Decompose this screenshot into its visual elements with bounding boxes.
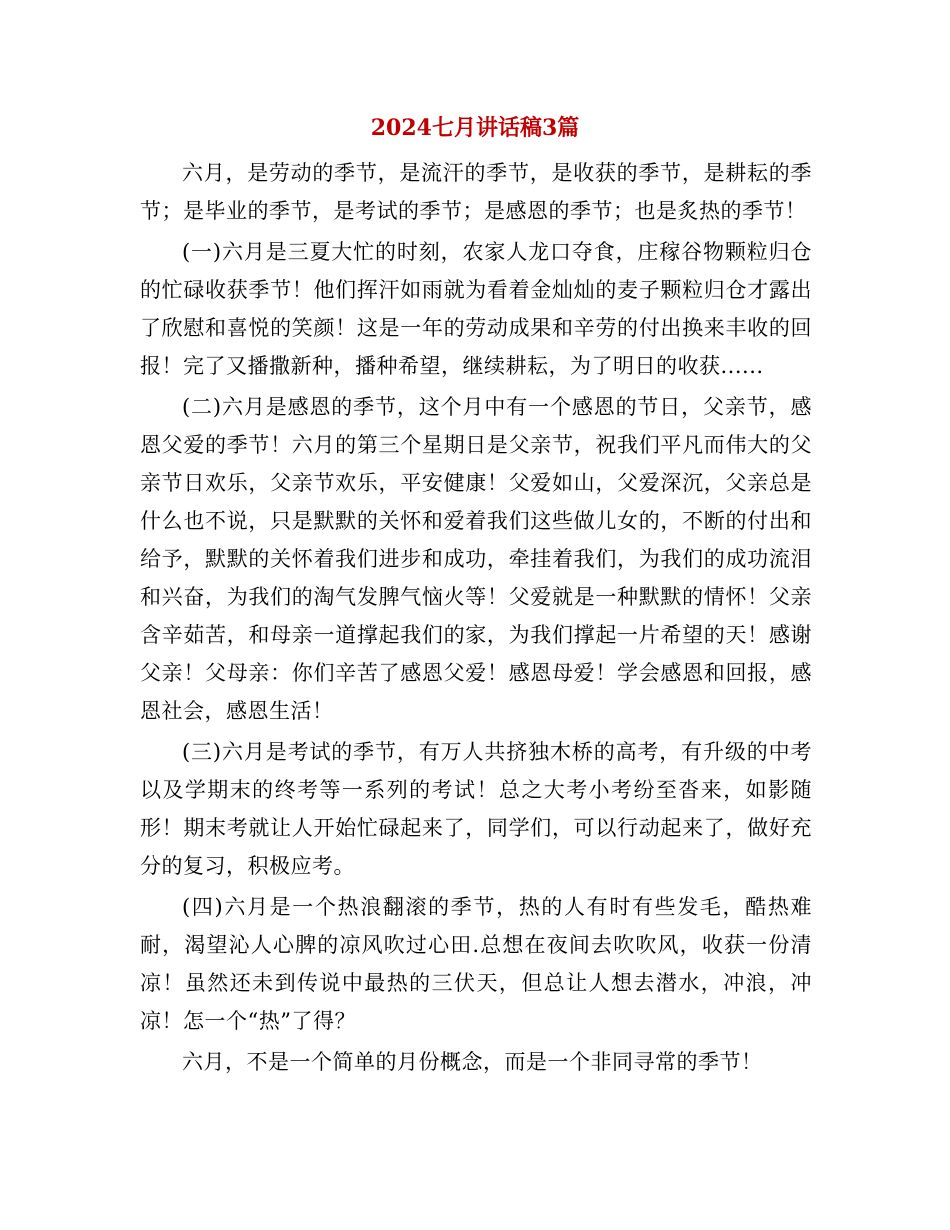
paragraph-3: (三)六月是考试的季节，有万人共挤独木桥的高考，有升级的中考以及学期末的终考等一系列的考试！总之大考小考纷至沓来，如影随形！期末考就让人开始忙碌起来了，同学们，可以行动起来了，做好充分的复习，积极应考。: [140, 740, 812, 878]
paragraph-conclusion: 六月，不是一个简单的月份概念，而是一个非同寻常的季节！: [182, 1050, 763, 1074]
document-title: 2024七月讲话稿3篇: [370, 115, 580, 141]
paragraph-1: (一)六月是三夏大忙的时刻，农家人龙口夺食，庄稼谷物颗粒归仓的忙碌收获季节！他们挥汗如雨就为看着金灿灿的麦子颗粒归仓才露出了欣慰和喜悦的笑颜！这是一年的劳动成果和辛劳的付出换来丰收的回报！完了又播撒新种，播种希望，继续耕耘，为了明日的收获......: [140, 240, 812, 378]
paragraph-intro: 六月，是劳动的季节，是流汗的季节，是收获的季节，是耕耘的季节；是毕业的季节，是考试的季节；是感恩的季节；也是炙热的季节！: [140, 161, 812, 223]
paragraph-4: (四)六月是一个热浪翻滚的季节，热的人有时有些发毛，酷热难耐，渴望沁人心脾的凉风吹过心田.总想在夜间去吹吹风，收获一份清凉！虽然还未到传说中最热的三伏天，但总让人想去潜水，冲浪，冲凉！怎一个“热”了得？: [140, 895, 812, 1033]
document-body: [140, 154, 812, 1084]
paragraph-2: (二)六月是感恩的季节，这个月中有一个感恩的节日，父亲节，感恩父爱的季节！六月的第三个星期日是父亲节，祝我们平凡而伟大的父亲节日欢乐，父亲节欢乐，平安健康！父爱如山，父爱深沉，父亲总是什么也不说，只是默默的关怀和爱着我们这些做儿女的，不断的付出和给予，默默的关怀着我们进步和成功，牵挂着我们，为我们的成功流泪和兴奋，为我们的淘气发脾气恼火等！父爱就是一种默默的情怀！父亲含辛茹苦，和母亲一道撑起我们的家，为我们撑起一片希望的天！感谢父亲！父母亲：你们辛苦了感恩父爱！感恩母爱！学会感恩和回报，感恩社会，感恩生活！: [140, 395, 812, 723]
